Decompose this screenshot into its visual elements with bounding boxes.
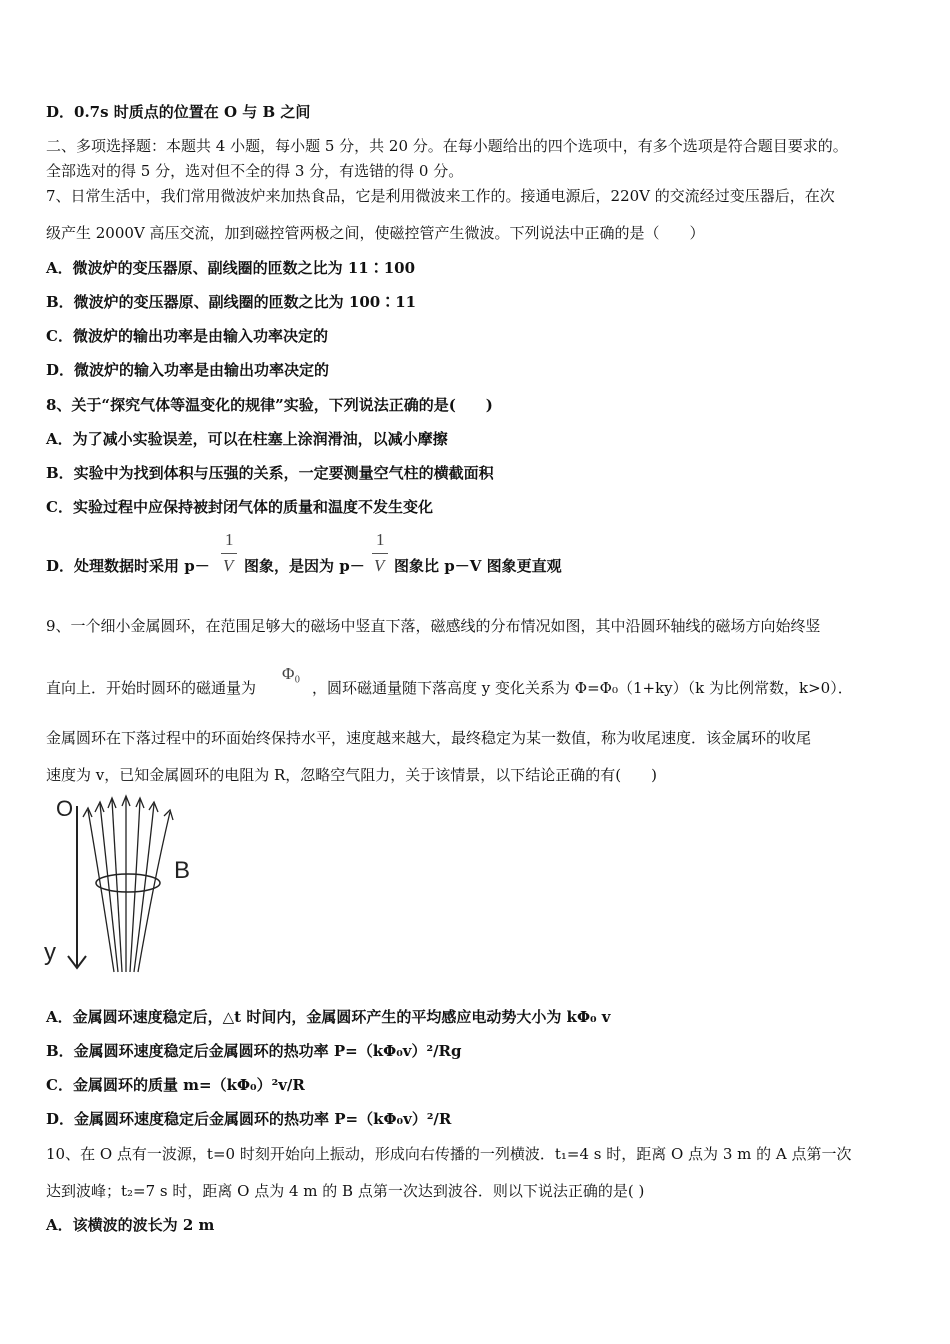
magnetic-field-figure: [40, 790, 210, 980]
question-7-stem-2: 级产生 2000V 高压交流，加到磁控管两极之间，使磁控管产生微波。下列说法中正确的是（ ）: [46, 224, 705, 242]
phi0-symbol: Φ₀: [282, 664, 301, 683]
q7-option-d: D．微波炉的输入功率是由输出功率决定的: [46, 361, 330, 379]
q9-option-d: D．金属圆环速度稳定后金属圆环的热功率 P=（kΦ₀v）²/R: [46, 1110, 452, 1128]
q8-option-c: C．实验过程中应保持被封闭气体的质量和温度不发生变化: [46, 498, 433, 516]
question-9-stem-4: 速度为 v，已知金属圆环的电阻为 R，忽略空气阻力，关于该情景，以下结论正确的有( ): [46, 766, 658, 784]
question-10-stem-1: 10、在 O 点有一波源，t=0 时刻开始向上振动，形成向右传播的一列横波．t₁=4 s 时，距离 O 点为 3 m 的 A 点第一次: [46, 1145, 852, 1163]
fraction-denominator: V: [374, 556, 385, 575]
q9-option-b: B．金属圆环速度稳定后金属圆环的热功率 P=（kΦ₀v）²/Rg: [46, 1042, 462, 1060]
figure-label-o: O: [56, 796, 74, 821]
fraction-bar: [372, 553, 388, 554]
question-9-stem-1: 9、一个细小金属圆环，在范围足够大的磁场中竖直下落，磁感线的分布情况如图，其中沿圆环轴线的磁场方向始终竖: [46, 617, 821, 635]
q8-option-b: B．实验中为找到体积与压强的关系，一定要测量空气柱的横截面积: [46, 464, 494, 482]
fraction-numerator: 1: [376, 530, 385, 549]
figure-label-y: y: [44, 939, 56, 966]
q7-option-a: A．微波炉的变压器原、副线圈的匝数之比为 11∶100: [46, 259, 416, 277]
question-10-stem-2: 达到波峰；t₂=7 s 时，距离 O 点为 4 m 的 B 点第一次达到波谷．则以下说法正确的是( ): [46, 1182, 645, 1200]
question-7-stem-1: 7、日常生活中，我们常用微波炉来加热食品，它是利用微波来工作的。接通电源后，220V 的交流经过变压器后，在次: [46, 187, 835, 205]
option-d-q6: D．0.7s 时质点的位置在 O 与 B 之间: [46, 103, 311, 121]
question-9-stem-2a: 直向上．开始时圆环的磁通量为: [46, 679, 257, 697]
q9-option-a: A．金属圆环速度稳定后，△t 时间内，金属圆环产生的平均感应电动势大小为 kΦ₀ v: [46, 1008, 611, 1026]
q9-option-c: C．金属圆环的质量 m=（kΦ₀）²v/R: [46, 1076, 305, 1094]
section-heading-multi-choice: 二、多项选择题：本题共 4 小题，每小题 5 分，共 20 分。在每小题给出的四个选项中，有多个选项是符合题目要求的。: [46, 137, 848, 155]
field-arrowheads: [83, 796, 173, 820]
q8-option-d-part2: 图象，是因为 p－: [244, 557, 365, 575]
q10-option-a: A．该横波的波长为 2 m: [46, 1216, 215, 1234]
metal-ring: [96, 874, 160, 892]
question-9-stem-2b: ，圆环磁通量随下落高度 y 变化关系为 Φ=Φ₀（1+ky）（k 为比例常数，k>0）．: [312, 679, 853, 697]
q7-option-c: C．微波炉的输出功率是由输入功率决定的: [46, 327, 328, 345]
q8-option-d-part1: D．处理数据时采用 p－: [46, 557, 210, 575]
q8-option-d-part3: 图象比 p－V 图象更直观: [394, 557, 562, 575]
fraction-numerator: 1: [225, 530, 234, 549]
fraction-bar: [221, 553, 237, 554]
section-scoring-note: 全部选对的得 5 分，选对但不全的得 3 分，有选错的得 0 分。: [46, 162, 464, 180]
q8-option-a: A．为了减小实验误差，可以在柱塞上涂润滑油，以减小摩擦: [46, 430, 448, 448]
question-9-stem-3: 金属圆环在下落过程中的环面始终保持水平，速度越来越大，最终稳定为某一数值，称为收尾速度．该金属环的收尾: [46, 729, 812, 747]
fraction-denominator: V: [223, 556, 234, 575]
question-8-stem: 8、关于“探究气体等温变化的规律”实验，下列说法正确的是( ): [46, 396, 493, 414]
field-lines: [88, 798, 170, 972]
q7-option-b: B．微波炉的变压器原、副线圈的匝数之比为 100∶11: [46, 293, 417, 311]
figure-label-b: B: [174, 857, 191, 884]
